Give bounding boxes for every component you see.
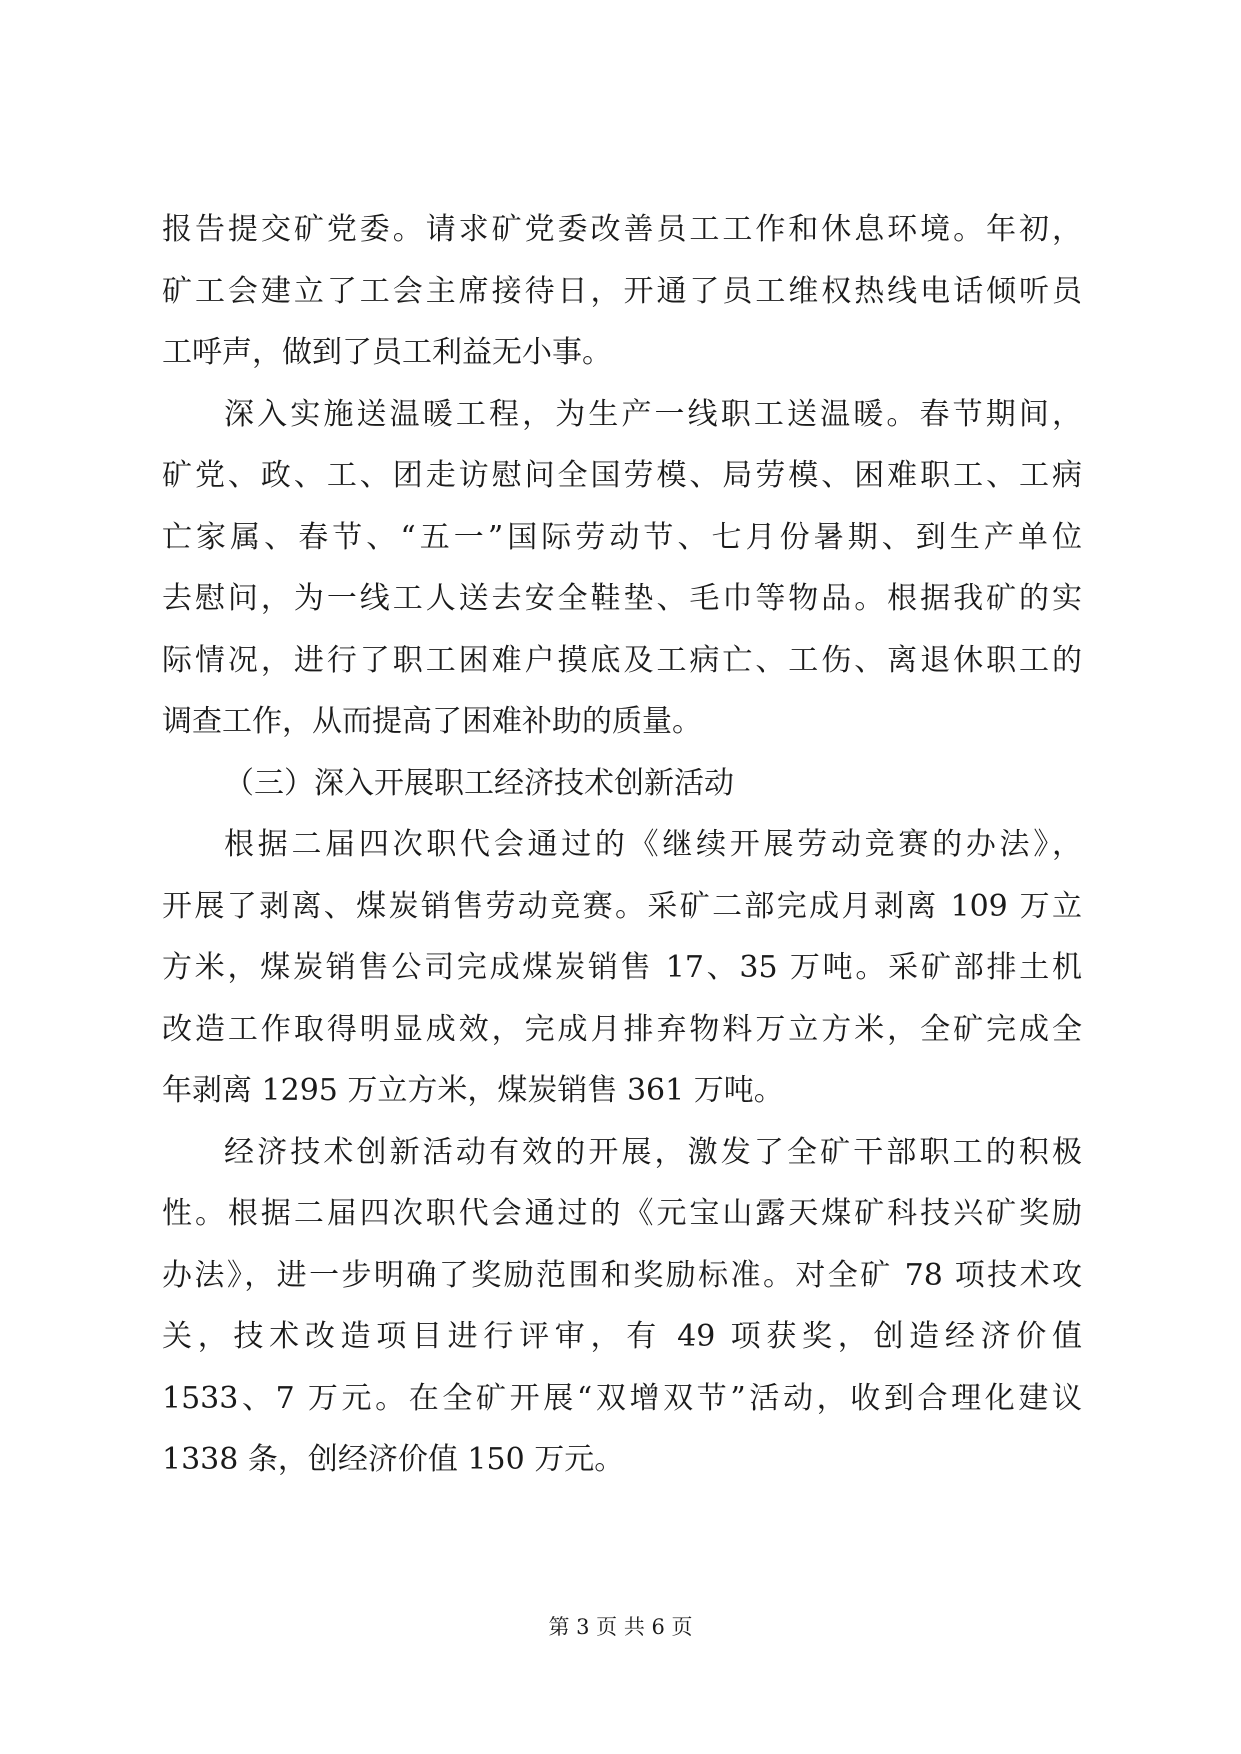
text-line: 方米，煤炭销售公司完成煤炭销售 17、35 万吨。采矿部排土机 bbox=[162, 950, 1082, 985]
text-line: 深入实施送温暖工程，为生产一线职工送温暖。春节期间， bbox=[224, 396, 1082, 432]
text-line: 矿工会建立了工会主席接待日，开通了员工维权热线电话倾听员 bbox=[162, 273, 1082, 309]
text-line: 关，技术改造项目进行评审，有 49 项获奖，创造经济价值 bbox=[162, 1319, 1082, 1354]
text-line: 开展了剥离、煤炭销售劳动竞赛。采矿二部完成月剥离 109 万立 bbox=[162, 888, 1082, 924]
text-line: 年剥离 1295 万立方米，煤炭销售 361 万吨。 bbox=[162, 1073, 784, 1108]
text-line: （三）深入开展职工经济技术创新活动 bbox=[224, 765, 734, 801]
text-line: 亡家属、春节、“五一”国际劳动节、七月份暑期、到生产单位 bbox=[162, 519, 1082, 555]
text-line: 性。根据二届四次职代会通过的《元宝山露天煤矿科技兴矿奖励 bbox=[162, 1196, 1082, 1231]
text-line: 办法》，进一步明确了奖励范围和奖励标准。对全矿 78 项技术攻 bbox=[162, 1257, 1082, 1293]
text-line: 经济技术创新活动有效的开展，激发了全矿干部职工的积极 bbox=[224, 1134, 1082, 1170]
text-line: 1533、7 万元。在全矿开展“双增双节”活动，收到合理化建议 bbox=[162, 1380, 1082, 1416]
text-line: 报告提交矿党委。请求矿党委改善员工工作和休息环境。年初， bbox=[162, 212, 1082, 247]
text-line: 际情况，进行了职工困难户摸底及工病亡、工伤、离退休职工的 bbox=[162, 642, 1082, 678]
text-line: 去慰问，为一线工人送去安全鞋垫、毛巾等物品。根据我矿的实 bbox=[162, 581, 1082, 616]
text-line: 1338 条，创经济价值 150 万元。 bbox=[162, 1442, 625, 1477]
text-line: 改造工作取得明显成效，完成月排弃物料万立方米，全矿完成全 bbox=[162, 1011, 1082, 1047]
text-line: 工呼声，做到了员工利益无小事。 bbox=[162, 335, 612, 370]
page-footer: 第 3 页 共 6 页 bbox=[548, 1615, 693, 1639]
text-line: 调查工作，从而提高了困难补助的质量。 bbox=[162, 704, 702, 739]
text-line: 根据二届四次职代会通过的《继续开展劳动竞赛的办法》， bbox=[224, 827, 1082, 862]
text-line: 矿党、政、工、团走访慰问全国劳模、局劳模、困难职工、工病 bbox=[162, 458, 1082, 493]
document-body bbox=[162, 208, 1082, 1500]
